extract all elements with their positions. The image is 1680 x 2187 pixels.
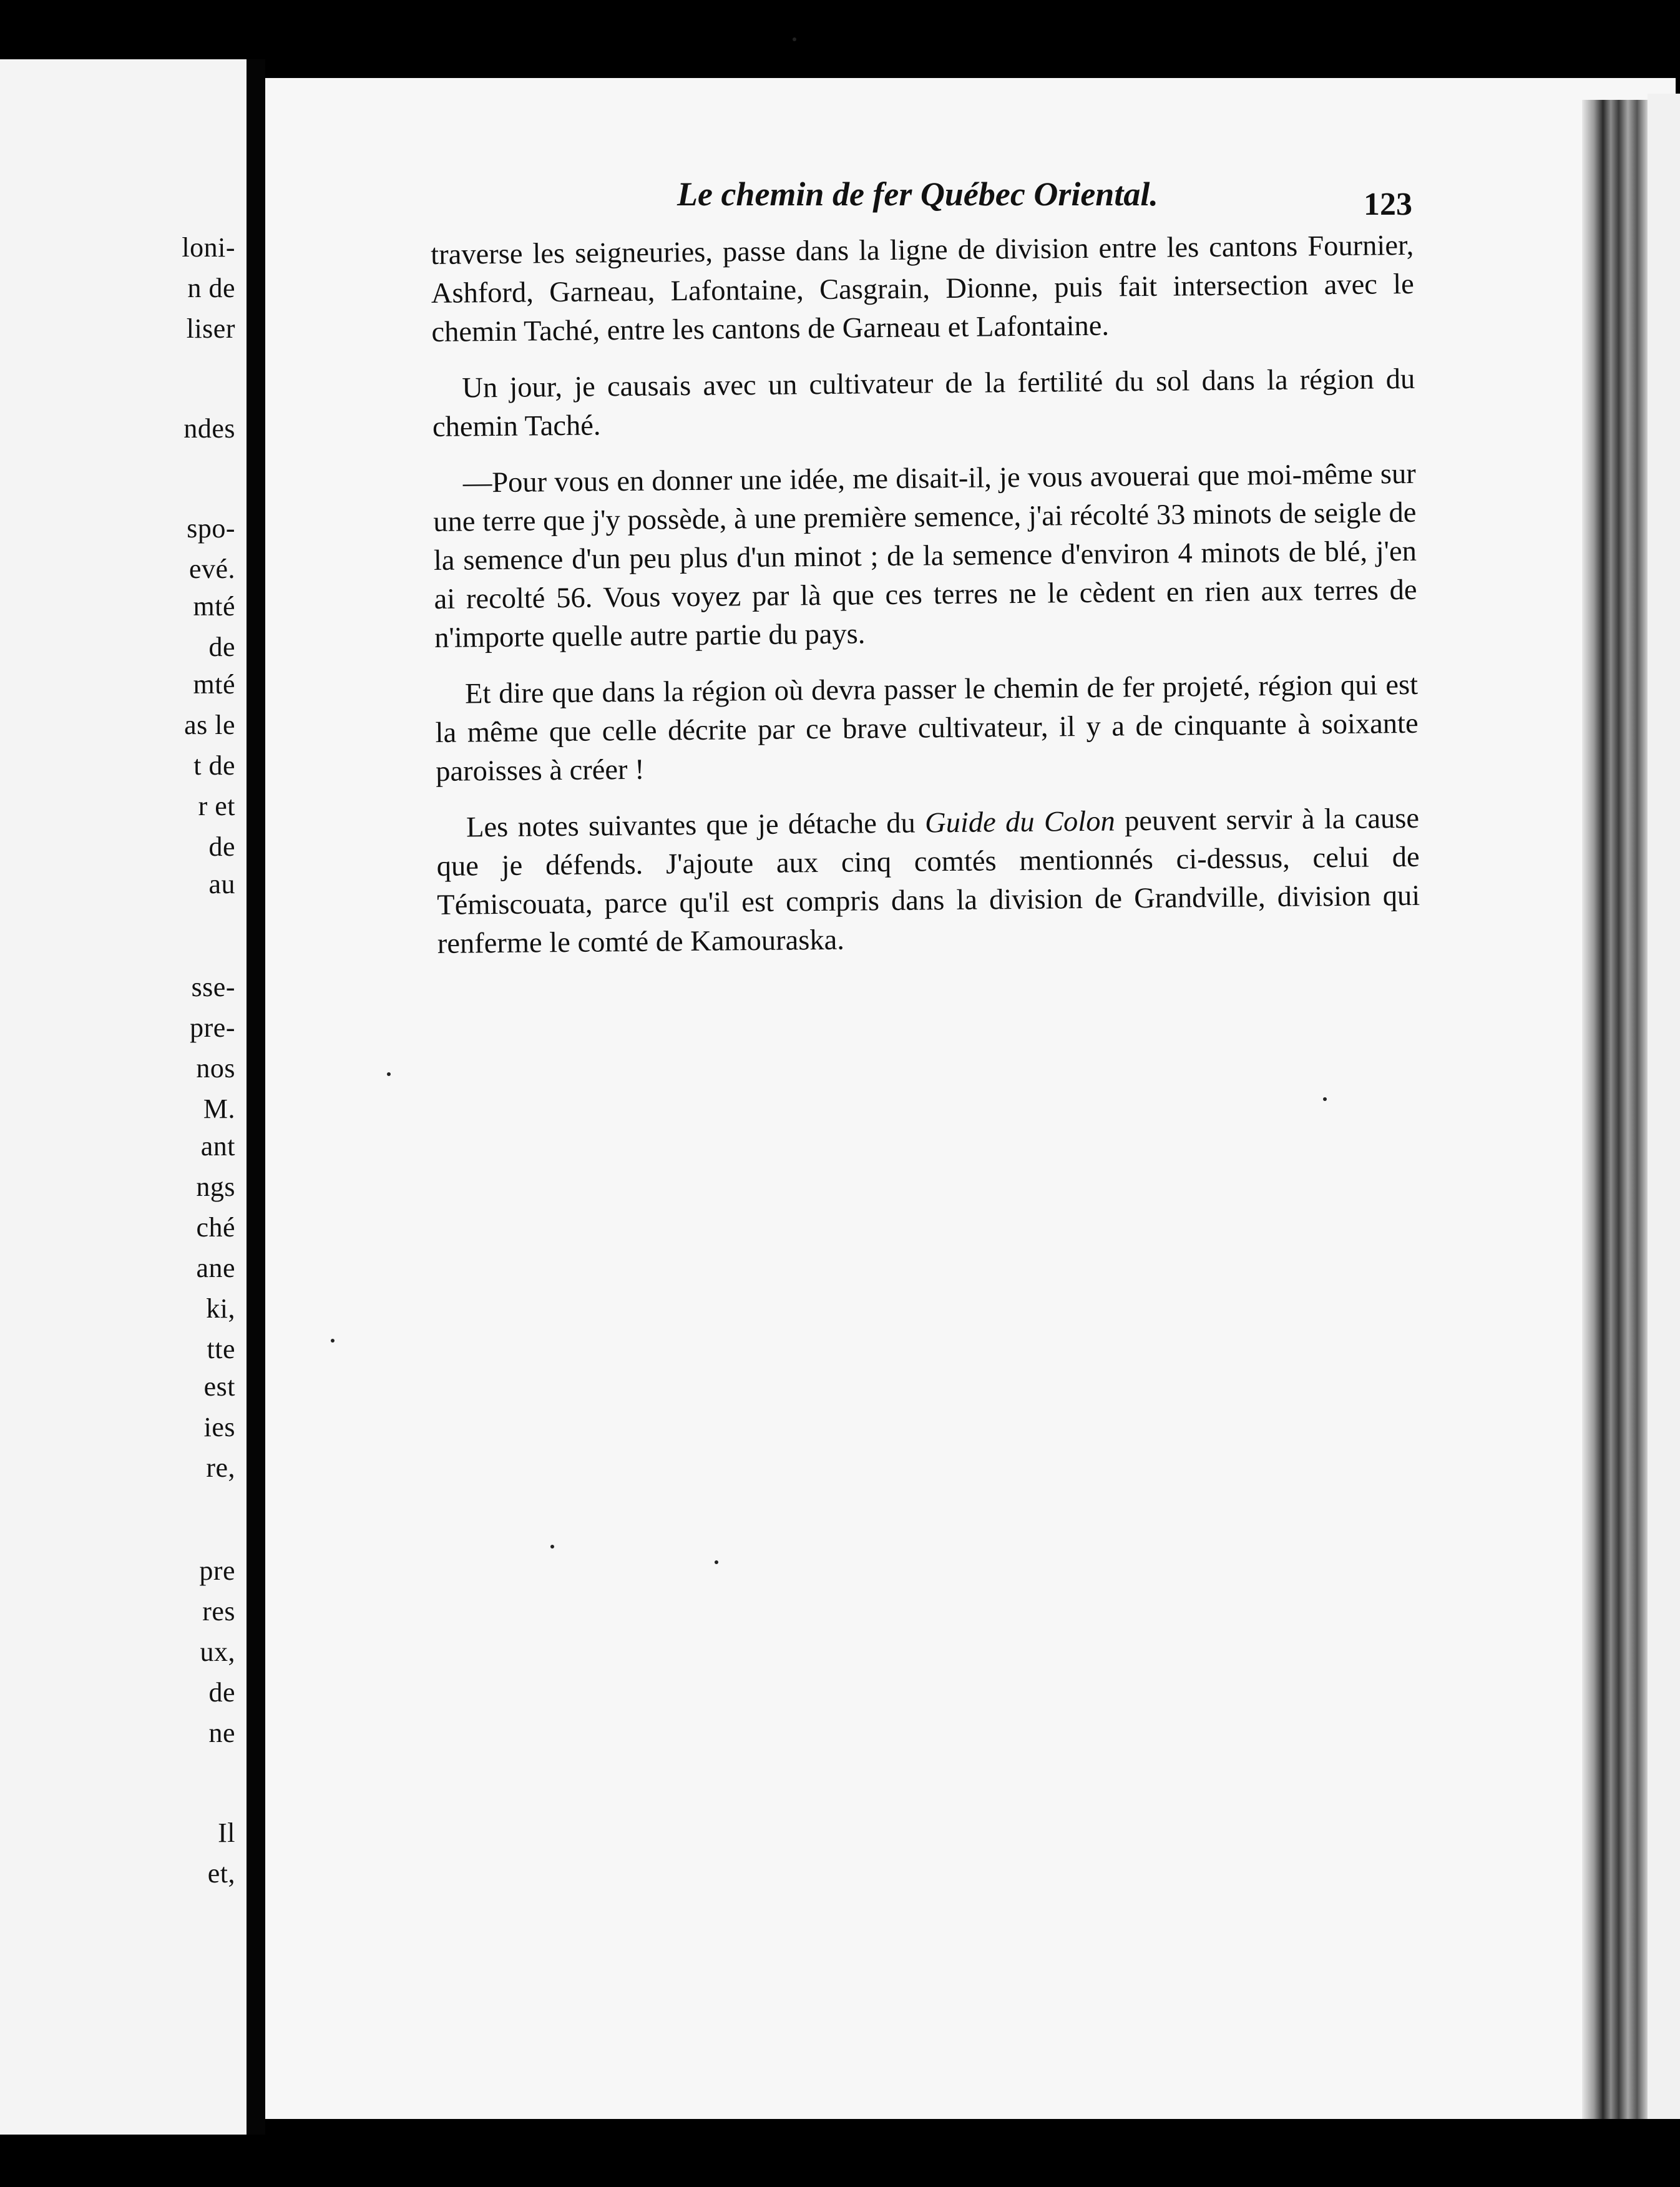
page-number: 123 xyxy=(1364,187,1412,222)
previous-page-strip xyxy=(0,59,247,2135)
scan-speck xyxy=(331,1339,335,1343)
book-title-reference: Guide du Colon xyxy=(924,805,1115,839)
left-page-line-fragment: t de xyxy=(193,750,235,781)
left-page-line-fragment: ngs xyxy=(196,1172,235,1202)
left-page-line-fragment: mté xyxy=(193,669,235,700)
left-page-line-fragment: ane xyxy=(196,1253,235,1283)
page-edge-margin xyxy=(1648,94,1680,2119)
paragraph-text: peuvent servir à la cause que je défends. J'ajoute aux cinq comtés mentionnés ci-dessus, celui de Témiscouata, parce qu'il est compris dans la division de Grandville, division qui renferme le comté de Kamouraska. xyxy=(436,802,1420,960)
left-page-line-fragment: au xyxy=(208,869,235,899)
left-page-line-fragment: n de xyxy=(187,273,235,303)
left-page-line-fragment: sse- xyxy=(191,972,235,1002)
paragraph xyxy=(435,666,1419,791)
left-page-line-fragment: pre xyxy=(199,1555,235,1586)
body-text xyxy=(431,227,1420,981)
left-page-line-fragment: liser xyxy=(186,313,235,344)
scan-speck xyxy=(793,37,796,41)
left-page-line-fragment: ki, xyxy=(206,1293,235,1324)
paragraph xyxy=(432,360,1415,447)
paragraph xyxy=(436,800,1420,964)
scan-speck xyxy=(387,1072,391,1076)
left-page-line-fragment: ux, xyxy=(200,1637,235,1667)
paragraph-text: Et dire que dans la région où devra passer le chemin de fer projeté, région qui est la même que celle décrite par ce brave cultivateur, il y a de cinquante à soixante paroisses à créer ! xyxy=(435,668,1419,788)
left-page-line-fragment: de xyxy=(208,632,235,662)
left-page-line-fragment: tte xyxy=(207,1334,235,1364)
left-page-line-fragment: pre- xyxy=(190,1012,235,1043)
left-page-line-fragment: ant xyxy=(200,1131,235,1162)
left-page-line-fragment: est xyxy=(203,1371,235,1402)
left-page-line-fragment: res xyxy=(202,1596,235,1627)
paragraph-text: Un jour, je causais avec un cultivateur de la fertilité du sol dans la région du chemin Taché. xyxy=(432,363,1415,443)
left-page-line-fragment: ndes xyxy=(183,413,235,444)
left-page-line-fragment: M. xyxy=(203,1094,235,1124)
left-page-line-fragment: de xyxy=(208,1677,235,1708)
left-page-line-fragment: nos xyxy=(196,1053,235,1084)
scan-speck xyxy=(550,1545,554,1549)
paragraph-text: traverse les seigneuries, passe dans la ligne de division entre les cantons Fournier, Ashford, Garneau, Lafontaine, Casgrain, Dionne, puis fait intersection avec le chemin Taché, entre les cantons de Garneau et Lafontaine. xyxy=(431,229,1415,348)
left-page-line-fragment: et, xyxy=(207,1858,235,1889)
paragraph-text: —Pour vous en donner une idée, me disait-il, je vous avouerai que moi-même sur une terre que j'y possède, à une première semence, j'ai récolté 33 minots de seigle de la semence d'un peu plus d'un minot ; de la semence d'environ 4 minots de blé, j'en ai recolté 56. Vous voyez par là que ces terres ne le cèdent en rien aux terres de n'importe quelle autre partie du pays. xyxy=(433,457,1417,654)
left-page-line-fragment: spo- xyxy=(187,513,235,544)
scan-speck xyxy=(715,1560,718,1564)
left-page-line-fragment: r et xyxy=(198,791,235,821)
left-page-line-fragment: de xyxy=(208,831,235,862)
page-edge-shadow xyxy=(1582,100,1648,2119)
left-page-line-fragment: re, xyxy=(206,1452,235,1483)
left-page-line-fragment: loni- xyxy=(182,232,235,263)
left-page-line-fragment: ne xyxy=(208,1718,235,1748)
paragraph xyxy=(433,455,1418,658)
book-gutter xyxy=(247,59,265,2135)
running-head: Le chemin de fer Québec Oriental. xyxy=(677,175,1158,213)
paragraph xyxy=(431,227,1415,352)
paragraph-text: Les notes suivantes que je détache du xyxy=(466,807,925,844)
left-page-line-fragment: ies xyxy=(203,1412,235,1442)
scan-speck xyxy=(1323,1097,1327,1101)
left-page-line-fragment: Il xyxy=(218,1818,235,1848)
left-page-line-fragment: as le xyxy=(184,710,235,740)
left-page-line-fragment: ché xyxy=(196,1212,235,1243)
left-page-line-fragment: evé. xyxy=(188,554,235,584)
left-page-line-fragment: mté xyxy=(193,591,235,622)
